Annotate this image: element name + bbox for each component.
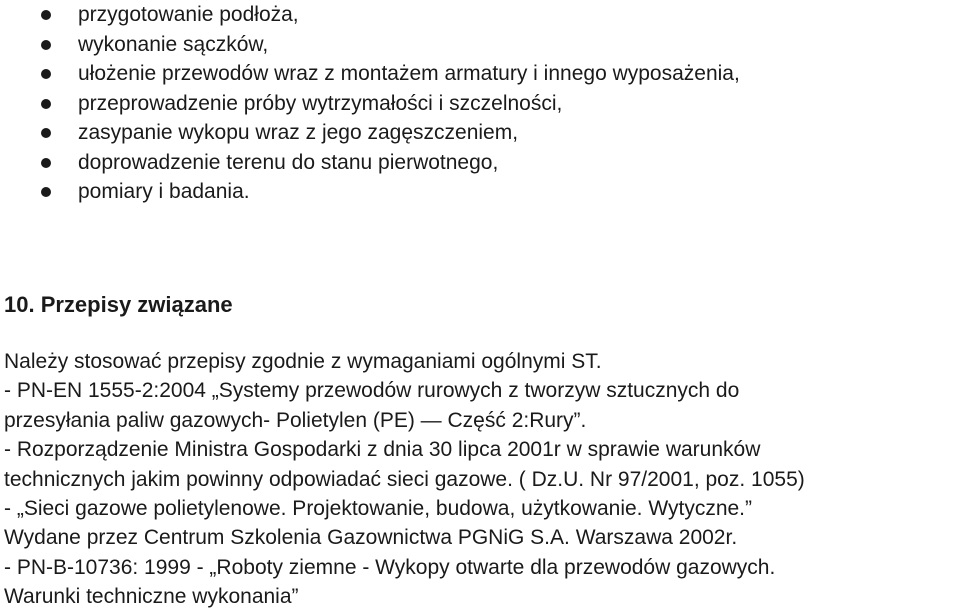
text-line: Wydane przez Centrum Szkolenia Gazownictwa PGNiG S.A. Warszawa 2002r.: [4, 526, 738, 550]
list-item-text: zasypanie wykopu wraz z jego zagęszczeniem,: [78, 121, 519, 144]
section-heading: 10. Przepisy związane: [4, 292, 233, 317]
list-item: [0, 89, 740, 119]
text-line: - PN-B-10736: 1999 - „Roboty ziemne - Wykopy otwarte dla przewodów gazowych.: [4, 555, 776, 579]
list-item-text: doprowadzenie terenu do stanu pierwotnego,: [78, 150, 499, 174]
bullet-icon: [41, 128, 51, 138]
bullet-icon: [41, 158, 51, 168]
text-line: - Rozporządzenie Ministra Gospodarki z dnia 30 lipca 2001r w sprawie warunków: [4, 438, 761, 462]
bullet-icon: [41, 40, 51, 50]
bullet-list: [0, 0, 740, 207]
list-item-text: przygotowanie podłoża,: [78, 3, 299, 26]
regulations-text: [4, 347, 960, 612]
text-line: Należy stosować przepisy zgodnie z wymaganiami ogólnymi ST.: [4, 350, 602, 373]
text-line: przesyłania paliw gazowych- Polietylen (PE) — Część 2:Rury”.: [4, 408, 587, 432]
list-item-text: pomiary i badania.: [78, 180, 250, 203]
list-item-text: wykonanie sączków,: [78, 32, 269, 56]
text-line: - PN-EN 1555-2:2004 „Systemy przewodów rurowych z tworzyw sztucznych do: [4, 379, 740, 403]
list-item: [0, 148, 740, 178]
text-line: technicznych jakim powinny odpowiadać sieci gazowe. ( Dz.U. Nr 97/2001, poz. 1055): [4, 467, 805, 491]
bullet-icon: [41, 10, 51, 20]
bullet-icon: [41, 69, 51, 79]
bullet-icon: [41, 99, 51, 109]
list-item: [0, 30, 740, 60]
bullet-icon: [41, 187, 51, 197]
list-item: [0, 59, 740, 89]
list-item: [0, 118, 740, 148]
list-item-text: ułożenie przewodów wraz z montażem armatury i innego wyposażenia,: [78, 62, 740, 85]
list-item: [0, 0, 740, 30]
text-line: - „Sieci gazowe polietylenowe. Projektowanie, budowa, użytkowanie. Wytyczne.”: [4, 497, 753, 521]
list-item: [0, 177, 740, 207]
list-item-text: przeprowadzenie próby wytrzymałości i szczelności,: [78, 91, 563, 115]
text-line: Warunki techniczne wykonania”: [4, 585, 299, 609]
